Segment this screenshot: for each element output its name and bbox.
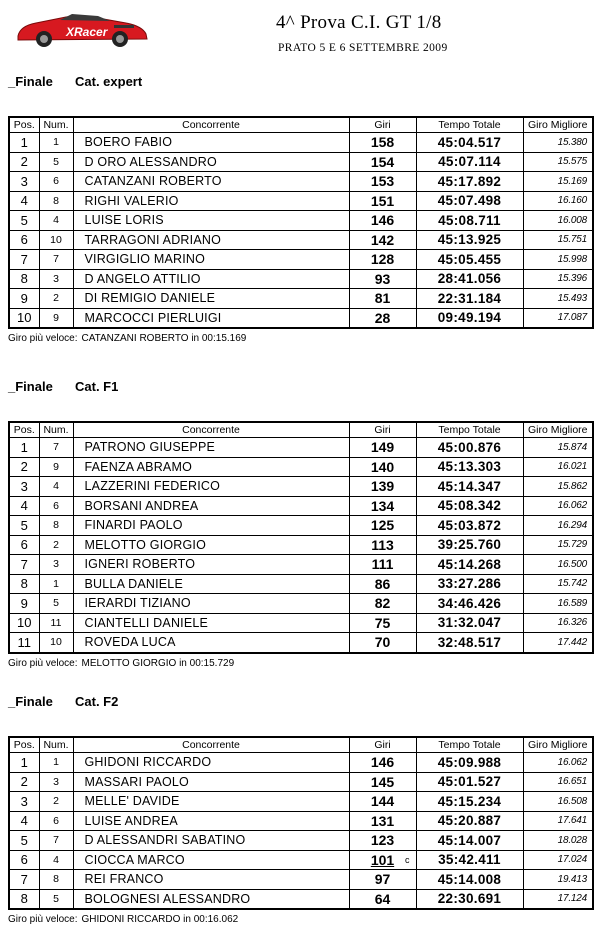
- table-row: [9, 308, 593, 328]
- cell-num: 7: [39, 250, 73, 270]
- cell-concorrente: CIANTELLI DANIELE: [73, 613, 349, 633]
- section-f2: [8, 694, 592, 925]
- giri-value: 153: [370, 173, 395, 190]
- cell-giro-migliore: 15.396: [523, 269, 593, 289]
- cell-tempo-totale: 31:32.047: [416, 613, 523, 633]
- giri-value: 81: [374, 290, 391, 307]
- cell-tempo-totale: 45:20.887: [416, 811, 523, 831]
- cell-num: 5: [39, 889, 73, 909]
- table-header-row: [9, 422, 593, 438]
- col-pos-header: Pos.: [9, 422, 39, 438]
- section-category: Cat. expert: [75, 74, 143, 89]
- cell-concorrente: GHIDONI RICCARDO: [73, 753, 349, 773]
- giri-value: 28: [374, 309, 391, 326]
- col-tempo-totale-header: Tempo Totale: [416, 737, 523, 753]
- fastest-lap-value: GHIDONI RICCARDO in 00:16.062: [81, 914, 239, 925]
- cell-pos: 2: [9, 152, 39, 172]
- cell-giro-migliore: 16.326: [523, 613, 593, 633]
- fastest-lap-note: [8, 914, 592, 925]
- cell-giri: [349, 753, 416, 773]
- col-pos-header: Pos.: [9, 117, 39, 133]
- cell-num: 10: [39, 633, 73, 653]
- cell-giri: [349, 574, 416, 594]
- cell-pos: 3: [9, 477, 39, 497]
- cell-concorrente: DI REMIGIO DANIELE: [73, 289, 349, 309]
- cell-concorrente: VIRGIGLIO MARINO: [73, 250, 349, 270]
- cell-num: 7: [39, 438, 73, 458]
- giri-value: 64: [374, 890, 391, 907]
- cell-giro-migliore: 15.169: [523, 172, 593, 192]
- cell-concorrente: TARRAGONI ADRIANO: [73, 230, 349, 250]
- cell-tempo-totale: 33:27.286: [416, 574, 523, 594]
- cell-tempo-totale: 45:14.268: [416, 555, 523, 575]
- fastest-lap-label: Giro più veloce:: [8, 914, 78, 925]
- cell-giri: [349, 438, 416, 458]
- cell-giri: [349, 477, 416, 497]
- cell-giri: [349, 230, 416, 250]
- cell-giri: [349, 555, 416, 575]
- table-row: [9, 555, 593, 575]
- cell-num: 5: [39, 152, 73, 172]
- section-f1: [8, 379, 592, 669]
- cell-giro-migliore: 18.028: [523, 831, 593, 851]
- cell-giri: [349, 191, 416, 211]
- table-row: [9, 574, 593, 594]
- cell-pos: 2: [9, 772, 39, 792]
- cell-pos: 5: [9, 211, 39, 231]
- table-row: [9, 250, 593, 270]
- table-row: [9, 438, 593, 458]
- cell-giro-migliore: 15.380: [523, 133, 593, 153]
- giri-value: 70: [374, 634, 391, 651]
- cell-tempo-totale: 45:15.234: [416, 792, 523, 812]
- table-row: [9, 152, 593, 172]
- cell-num: 9: [39, 457, 73, 477]
- cell-concorrente: REI FRANCO: [73, 870, 349, 890]
- col-giri-header: Giri: [349, 422, 416, 438]
- table-row: [9, 535, 593, 555]
- cell-giro-migliore: 15.742: [523, 574, 593, 594]
- cell-giri: [349, 594, 416, 614]
- cell-num: 3: [39, 269, 73, 289]
- logo-text: XRacer: [66, 25, 108, 39]
- giri-value: 139: [370, 478, 395, 495]
- cell-tempo-totale: 45:08.711: [416, 211, 523, 231]
- cell-tempo-totale: 45:01.527: [416, 772, 523, 792]
- cell-giri: [349, 308, 416, 328]
- cell-giro-migliore: 16.008: [523, 211, 593, 231]
- table-row: [9, 811, 593, 831]
- section-heading: [8, 74, 592, 90]
- cell-tempo-totale: 35:42.411: [416, 850, 523, 870]
- cell-num: 8: [39, 191, 73, 211]
- cell-pos: 4: [9, 496, 39, 516]
- table-row: [9, 516, 593, 536]
- cell-num: 1: [39, 753, 73, 773]
- table-row: [9, 594, 593, 614]
- giri-value: 125: [370, 517, 395, 534]
- col-concorrente-header: Concorrente: [73, 422, 349, 438]
- cell-giri: [349, 516, 416, 536]
- fastest-lap-label: Giro più veloce:: [8, 333, 78, 344]
- cell-giro-migliore: 17.641: [523, 811, 593, 831]
- section-label: _Finale: [8, 74, 53, 89]
- cell-tempo-totale: 45:13.303: [416, 457, 523, 477]
- giri-value: 149: [370, 439, 395, 456]
- table-header-row: [9, 737, 593, 753]
- section-category: Cat. F2: [75, 694, 119, 709]
- cell-giri: [349, 811, 416, 831]
- cell-pos: 9: [9, 594, 39, 614]
- cell-pos: 6: [9, 535, 39, 555]
- cell-giri: [349, 172, 416, 192]
- cell-giri: [349, 633, 416, 653]
- section-heading: [8, 694, 592, 710]
- cell-num: 2: [39, 535, 73, 555]
- cell-tempo-totale: 22:30.691: [416, 889, 523, 909]
- cell-num: 11: [39, 613, 73, 633]
- giri-value: 140: [370, 458, 395, 475]
- cell-tempo-totale: 45:14.007: [416, 831, 523, 851]
- giri-value: 145: [370, 773, 395, 790]
- table-row: [9, 753, 593, 773]
- cell-num: 6: [39, 496, 73, 516]
- table-row: [9, 269, 593, 289]
- cell-giri: [349, 889, 416, 909]
- giri-flag: c: [405, 854, 410, 865]
- cell-giro-migliore: 15.862: [523, 477, 593, 497]
- cell-pos: 6: [9, 230, 39, 250]
- giri-value: 142: [370, 231, 395, 248]
- cell-giro-migliore: 17.024: [523, 850, 593, 870]
- cell-giro-migliore: 15.729: [523, 535, 593, 555]
- giri-value: 146: [370, 754, 395, 771]
- cell-tempo-totale: 45:05.455: [416, 250, 523, 270]
- giri-value: 113: [371, 536, 394, 553]
- col-tempo-totale-header: Tempo Totale: [416, 117, 523, 133]
- cell-concorrente: D ORO ALESSANDRO: [73, 152, 349, 172]
- cell-giro-migliore: 19.413: [523, 870, 593, 890]
- table-header-row: [9, 117, 593, 133]
- cell-giri: [349, 289, 416, 309]
- cell-pos: 8: [9, 574, 39, 594]
- cell-concorrente: D ANGELO ATTILIO: [73, 269, 349, 289]
- cell-tempo-totale: 45:14.347: [416, 477, 523, 497]
- cell-pos: 9: [9, 289, 39, 309]
- cell-tempo-totale: 45:08.342: [416, 496, 523, 516]
- table-row: [9, 172, 593, 192]
- col-concorrente-header: Concorrente: [73, 737, 349, 753]
- cell-giro-migliore: 16.651: [523, 772, 593, 792]
- cell-pos: 8: [9, 269, 39, 289]
- col-giro-migliore-header: Giro Migliore: [523, 737, 593, 753]
- cell-tempo-totale: 32:48.517: [416, 633, 523, 653]
- cell-concorrente: FAENZA ABRAMO: [73, 457, 349, 477]
- cell-pos: 7: [9, 555, 39, 575]
- cell-concorrente: BORSANI ANDREA: [73, 496, 349, 516]
- cell-pos: 7: [9, 870, 39, 890]
- cell-num: 8: [39, 870, 73, 890]
- col-concorrente-header: Concorrente: [73, 117, 349, 133]
- giri-value: 144: [370, 793, 395, 810]
- col-num-header: Num.: [39, 422, 73, 438]
- section-heading: [8, 379, 592, 395]
- col-pos-header: Pos.: [9, 737, 39, 753]
- cell-concorrente: CIOCCA MARCO: [73, 850, 349, 870]
- cell-concorrente: BULLA DANIELE: [73, 574, 349, 594]
- results-table: [8, 736, 594, 910]
- cell-num: 2: [39, 792, 73, 812]
- cell-num: 1: [39, 574, 73, 594]
- cell-giro-migliore: 15.751: [523, 230, 593, 250]
- cell-concorrente: IGNERI ROBERTO: [73, 555, 349, 575]
- cell-concorrente: BOLOGNESI ALESSANDRO: [73, 889, 349, 909]
- cell-num: 7: [39, 831, 73, 851]
- giri-value: 86: [374, 575, 391, 592]
- cell-giro-migliore: 17.124: [523, 889, 593, 909]
- cell-giri: [349, 269, 416, 289]
- cell-giro-migliore: 16.294: [523, 516, 593, 536]
- giri-value: 123: [370, 832, 395, 849]
- cell-num: 6: [39, 172, 73, 192]
- results-table: [8, 116, 594, 329]
- cell-concorrente: FINARDI PAOLO: [73, 516, 349, 536]
- page-subtitle: PRATO 5 E 6 SETTEMBRE 2009: [278, 42, 448, 54]
- cell-giri: [349, 152, 416, 172]
- giri-value: 158: [370, 134, 395, 151]
- cell-giri: [349, 535, 416, 555]
- giri-value: 97: [374, 871, 391, 888]
- fastest-lap-note: [8, 333, 592, 344]
- cell-tempo-totale: 22:31.184: [416, 289, 523, 309]
- cell-giro-migliore: 16.021: [523, 457, 593, 477]
- cell-num: 3: [39, 772, 73, 792]
- cell-concorrente: MASSARI PAOLO: [73, 772, 349, 792]
- cell-concorrente: BOERO FABIO: [73, 133, 349, 153]
- cell-num: 8: [39, 516, 73, 536]
- giri-value: 154: [370, 153, 395, 170]
- cell-tempo-totale: 09:49.194: [416, 308, 523, 328]
- section-label: _Finale: [8, 694, 53, 709]
- table-row: [9, 133, 593, 153]
- results-table: [8, 421, 594, 654]
- cell-num: 4: [39, 477, 73, 497]
- cell-concorrente: D ALESSANDRI SABATINO: [73, 831, 349, 851]
- cell-giri: [349, 850, 416, 870]
- section-label: _Finale: [8, 379, 53, 394]
- table-row: [9, 633, 593, 653]
- cell-concorrente: MELOTTO GIORGIO: [73, 535, 349, 555]
- fastest-lap-label: Giro più veloce:: [8, 657, 78, 669]
- cell-tempo-totale: 45:03.872: [416, 516, 523, 536]
- giri-value: 134: [370, 497, 395, 514]
- cell-tempo-totale: 45:00.876: [416, 438, 523, 458]
- cell-giro-migliore: 16.508: [523, 792, 593, 812]
- cell-giro-migliore: 17.087: [523, 308, 593, 328]
- col-num-header: Num.: [39, 737, 73, 753]
- cell-giri: [349, 613, 416, 633]
- cell-giri: [349, 133, 416, 153]
- cell-num: 9: [39, 308, 73, 328]
- cell-giro-migliore: 16.160: [523, 191, 593, 211]
- cell-pos: 1: [9, 133, 39, 153]
- cell-num: 5: [39, 594, 73, 614]
- cell-num: 6: [39, 811, 73, 831]
- cell-tempo-totale: 45:04.517: [416, 133, 523, 153]
- cell-pos: 5: [9, 831, 39, 851]
- table-row: [9, 191, 593, 211]
- fastest-lap-note: [8, 658, 592, 669]
- fastest-lap-value: CATANZANI ROBERTO in 00:15.169: [81, 333, 247, 344]
- cell-pos: 2: [9, 457, 39, 477]
- cell-concorrente: LUISE ANDREA: [73, 811, 349, 831]
- giri-value: 75: [374, 614, 391, 631]
- page-title: 4^ Prova C.I. GT 1/8: [276, 12, 442, 33]
- table-row: [9, 211, 593, 231]
- cell-num: 10: [39, 230, 73, 250]
- cell-pos: 5: [9, 516, 39, 536]
- cell-num: 1: [39, 133, 73, 153]
- cell-concorrente: RIGHI VALERIO: [73, 191, 349, 211]
- cell-tempo-totale: 39:25.760: [416, 535, 523, 555]
- cell-num: 4: [39, 211, 73, 231]
- giri-value: 93: [374, 270, 391, 287]
- cell-concorrente: ROVEDA LUCA: [73, 633, 349, 653]
- cell-giri: [349, 831, 416, 851]
- col-giro-migliore-header: Giro Migliore: [523, 422, 593, 438]
- cell-pos: 1: [9, 753, 39, 773]
- table-row: [9, 889, 593, 909]
- cell-tempo-totale: 45:07.498: [416, 191, 523, 211]
- cell-giri: [349, 457, 416, 477]
- section-category: Cat. F1: [75, 379, 119, 394]
- giri-value: 151: [370, 192, 395, 209]
- table-row: [9, 289, 593, 309]
- cell-pos: 1: [9, 438, 39, 458]
- cell-pos: 11: [9, 633, 39, 653]
- giri-value: 101: [370, 851, 395, 868]
- cell-tempo-totale: 45:13.925: [416, 230, 523, 250]
- cell-tempo-totale: 45:09.988: [416, 753, 523, 773]
- cell-giri: [349, 772, 416, 792]
- cell-pos: 3: [9, 172, 39, 192]
- table-row: [9, 230, 593, 250]
- cell-giri: [349, 870, 416, 890]
- cell-giro-migliore: 15.998: [523, 250, 593, 270]
- cell-concorrente: LAZZERINI FEDERICO: [73, 477, 349, 497]
- cell-giri: [349, 211, 416, 231]
- col-giro-migliore-header: Giro Migliore: [523, 117, 593, 133]
- cell-tempo-totale: 28:41.056: [416, 269, 523, 289]
- cell-num: 2: [39, 289, 73, 309]
- cell-pos: 4: [9, 811, 39, 831]
- giri-value: 131: [370, 812, 395, 829]
- table-row: [9, 831, 593, 851]
- cell-concorrente: PATRONO GIUSEPPE: [73, 438, 349, 458]
- cell-giro-migliore: 16.589: [523, 594, 593, 614]
- cell-tempo-totale: 45:07.114: [416, 152, 523, 172]
- cell-giri: [349, 792, 416, 812]
- cell-giri: [349, 496, 416, 516]
- col-tempo-totale-header: Tempo Totale: [416, 422, 523, 438]
- cell-giro-migliore: 16.500: [523, 555, 593, 575]
- cell-concorrente: IERARDI TIZIANO: [73, 594, 349, 614]
- cell-pos: 4: [9, 191, 39, 211]
- cell-pos: 6: [9, 850, 39, 870]
- section-expert: [8, 74, 592, 344]
- table-row: [9, 496, 593, 516]
- cell-pos: 3: [9, 792, 39, 812]
- cell-num: 4: [39, 850, 73, 870]
- cell-giro-migliore: 16.062: [523, 496, 593, 516]
- cell-pos: 7: [9, 250, 39, 270]
- cell-giri: [349, 250, 416, 270]
- cell-pos: 10: [9, 308, 39, 328]
- table-row: [9, 792, 593, 812]
- cell-pos: 8: [9, 889, 39, 909]
- table-row: [9, 870, 593, 890]
- cell-tempo-totale: 34:46.426: [416, 594, 523, 614]
- col-giri-header: Giri: [349, 117, 416, 133]
- xracer-logo: [14, 8, 152, 50]
- table-row: [9, 772, 593, 792]
- giri-value: 111: [371, 556, 394, 573]
- giri-value: 128: [370, 251, 395, 268]
- cell-pos: 10: [9, 613, 39, 633]
- giri-value: 146: [370, 212, 395, 229]
- cell-giro-migliore: 17.442: [523, 633, 593, 653]
- table-row: [9, 850, 593, 870]
- cell-giro-migliore: 15.493: [523, 289, 593, 309]
- col-num-header: Num.: [39, 117, 73, 133]
- col-giri-header: Giri: [349, 737, 416, 753]
- fastest-lap-value: MELOTTO GIORGIO in 00:15.729: [81, 657, 235, 669]
- giri-value: 82: [374, 595, 391, 612]
- cell-tempo-totale: 45:17.892: [416, 172, 523, 192]
- cell-giro-migliore: 16.062: [523, 753, 593, 773]
- table-row: [9, 477, 593, 497]
- cell-num: 3: [39, 555, 73, 575]
- table-row: [9, 457, 593, 477]
- cell-giro-migliore: 15.575: [523, 152, 593, 172]
- cell-tempo-totale: 45:14.008: [416, 870, 523, 890]
- cell-concorrente: LUISE LORIS: [73, 211, 349, 231]
- cell-concorrente: MARCOCCI PIERLUIGI: [73, 308, 349, 328]
- cell-concorrente: MELLE' DAVIDE: [73, 792, 349, 812]
- cell-concorrente: CATANZANI ROBERTO: [73, 172, 349, 192]
- cell-giro-migliore: 15.874: [523, 438, 593, 458]
- table-row: [9, 613, 593, 633]
